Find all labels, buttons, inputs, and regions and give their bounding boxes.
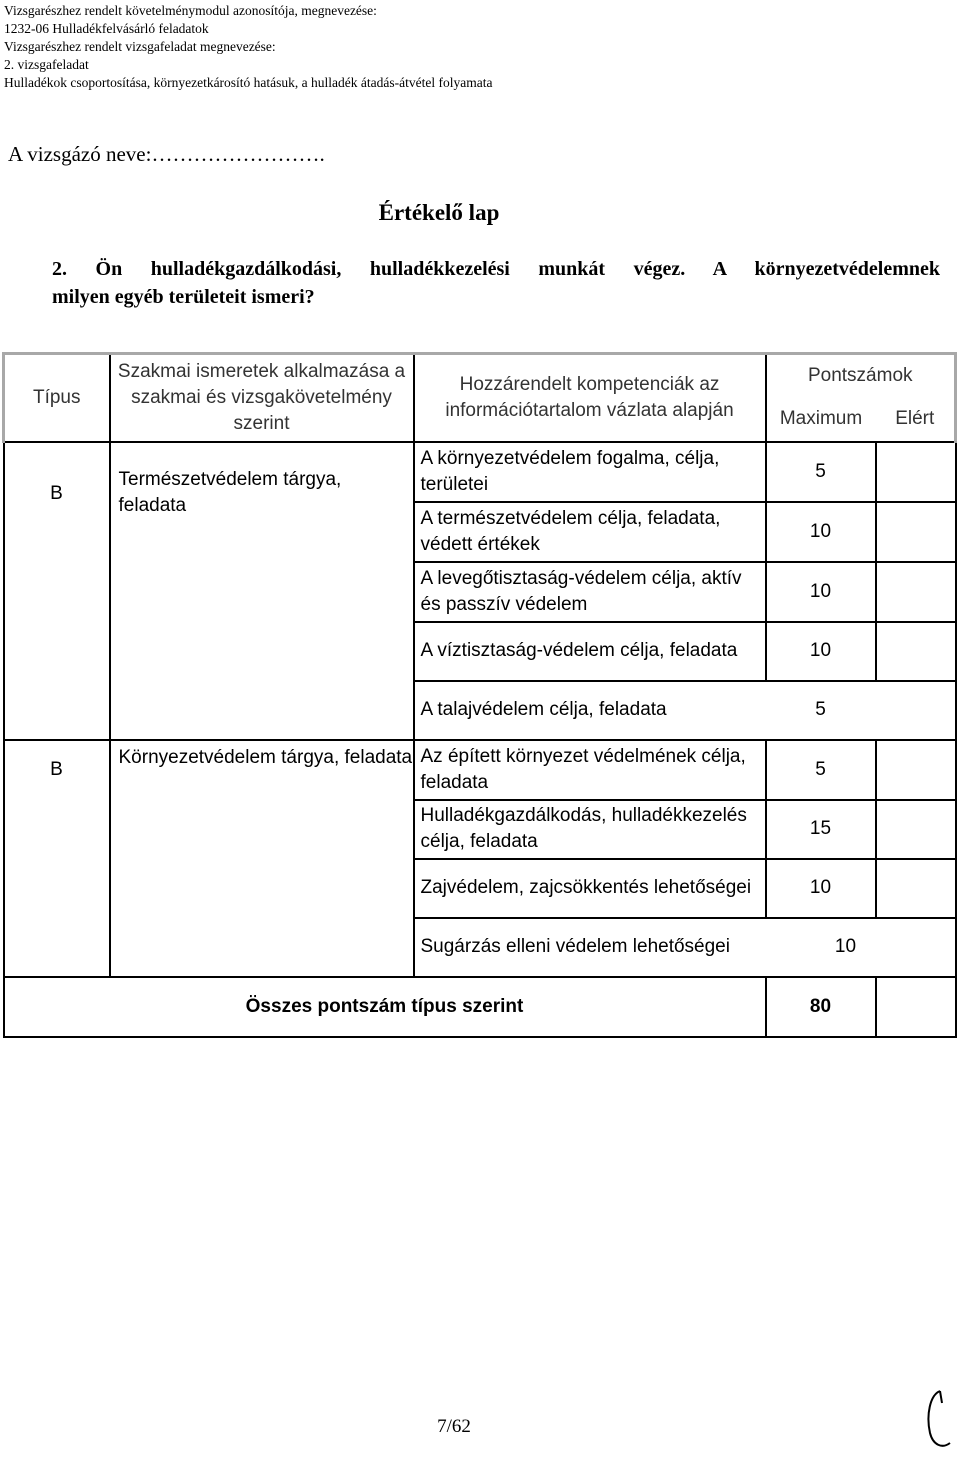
max-score-cell: 15 (766, 800, 876, 859)
header-line: Vizsgarészhez rendelt követelménymodul azonosítója, megnevezése: (4, 3, 377, 18)
group1-type: B (4, 442, 110, 681)
page-number: 7/62 (437, 1416, 471, 1437)
achieved-score-cell (876, 800, 956, 859)
task-line-2: milyen egyéb területeit ismeri? (52, 286, 315, 308)
competency-cell: Hulladékgazdálkodás, hulladékkezelés célja, feladata (414, 800, 766, 859)
achieved-score-cell (876, 681, 956, 740)
max-score-cell: 5 (766, 442, 876, 502)
competency-cell: A környezetvédelem fogalma, célja, területei (414, 442, 766, 502)
max-score-cell: 10 (766, 859, 876, 918)
group1-topic: Természetvédelem tárgya, feladata (110, 442, 414, 681)
empty-cell (110, 681, 414, 740)
competency-cell: Az épített környezet védelmének célja, feladata (414, 740, 766, 800)
total-max: 80 (766, 977, 876, 1037)
competency-cell: Zajvédelem, zajcsökkentés lehetőségei (414, 859, 766, 918)
page-title: Értékelő lap (378, 200, 500, 225)
document-header (4, 2, 492, 92)
header-competencies: Hozzárendelt kompetenciák az információtartalom vázlata alapján (414, 354, 766, 442)
header-line: 2. vizsgafeladat (4, 57, 89, 72)
header-professional-knowledge: Szakmai ismeretek alkalmazása a szakmai és vizsgakövetelmény szerint (110, 354, 414, 442)
max-score-value: 5 (815, 699, 826, 720)
header-line: 1232-06 Hulladékfelvásárló feladatok (4, 21, 209, 36)
task-line-1: 2. Ön hulladékgazdálkodási, hulladékkezelési munkát végez. A környezetvédelemnek (52, 258, 940, 280)
achieved-score-cell (876, 562, 956, 622)
competency-text: A talajvédelem célja, feladata (420, 699, 667, 720)
achieved-score-cell (876, 622, 956, 681)
max-score-cell: 10 (766, 562, 876, 622)
total-label: Összes pontszám típus szerint (4, 977, 766, 1037)
achieved-score-cell (876, 918, 956, 977)
header-line: Vizsgarészhez rendelt vizsgafeladat megnevezése: (4, 39, 276, 54)
competency-cell: A természetvédelem célja, feladata, védett értékek (414, 502, 766, 562)
evaluation-table (2, 352, 957, 1038)
max-score-cell: 10 (766, 502, 876, 562)
max-score-cell: 5 (766, 740, 876, 800)
max-score-value: 10 (834, 936, 857, 957)
competency-text: Sugárzás elleni védelem lehetőségei (420, 936, 730, 957)
achieved-score-cell (876, 442, 956, 502)
achieved-score-cell (876, 859, 956, 918)
competency-cell (414, 681, 876, 740)
header-scores: Pontszámok (766, 354, 956, 398)
empty-cell (4, 918, 110, 977)
group2-type: B (4, 740, 110, 918)
header-maximum: Maximum (766, 398, 876, 442)
empty-cell (4, 681, 110, 740)
competency-cell: A víztisztaság-védelem célja, feladata (414, 622, 766, 681)
group2-topic: Környezetvédelem tárgya, feladata (110, 740, 414, 918)
header-line: Hulladékok csoportosítása, környezetkárosító hatásuk, a hulladék átadás-átvétel folyamata (4, 75, 493, 90)
competency-cell (414, 918, 876, 977)
achieved-score-cell (876, 502, 956, 562)
competency-cell: A levegőtisztaság-védelem célja, aktív és passzív védelem (414, 562, 766, 622)
examinee-name-field: A vizsgázó neve:……………………. (8, 142, 325, 166)
max-score-cell: 10 (766, 622, 876, 681)
signature-mark (920, 1385, 958, 1455)
total-achieved (876, 977, 956, 1037)
task-question (52, 255, 940, 311)
achieved-score-cell (876, 740, 956, 800)
empty-cell (110, 918, 414, 977)
header-achieved: Elért (876, 398, 956, 442)
header-type: Típus (4, 354, 110, 442)
